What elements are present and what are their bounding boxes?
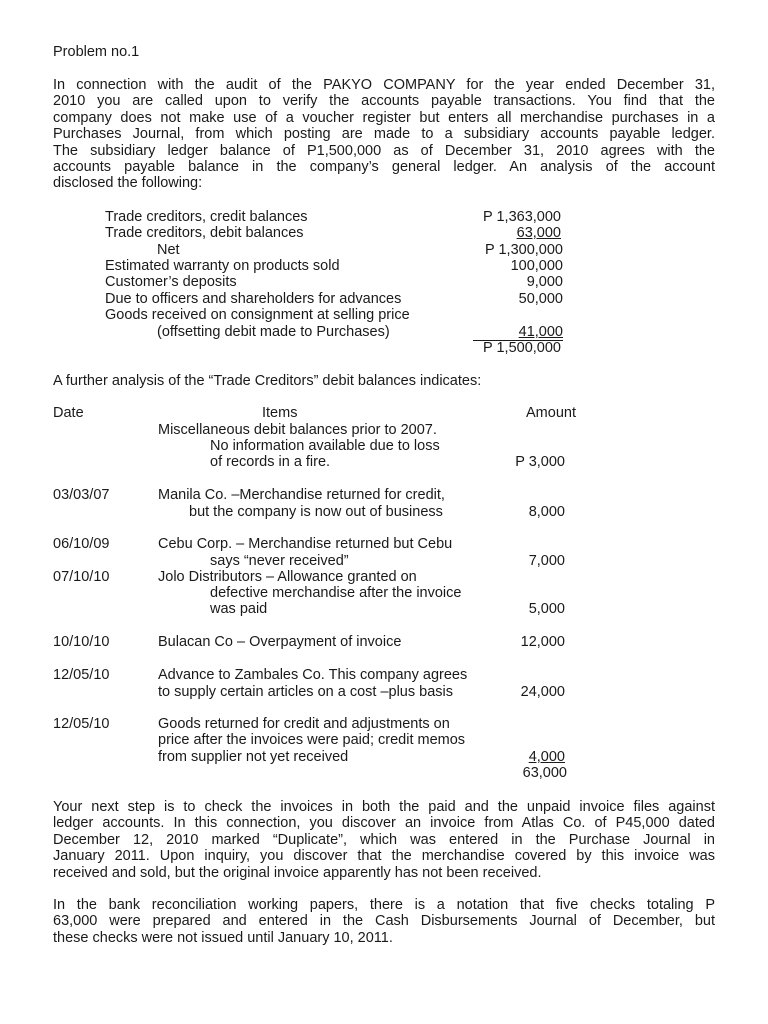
intro-paragraph — [53, 77, 715, 192]
entry-item-line: Miscellaneous debit balances prior to 2007. — [158, 422, 437, 438]
column-header-date: Date — [53, 405, 84, 421]
entry-amount: 4,000 — [528, 749, 565, 765]
paragraph-line: December 12, 2010 marked “Duplicate”, which was entered in the Purchase Journal in — [53, 831, 715, 848]
analysis-label: (offsetting debit made to Purchases) — [157, 324, 390, 340]
entry-date: 03/03/07 — [53, 487, 110, 503]
paragraph-line: accounts payable balance in the company’s general ledger. An analysis of the account — [53, 158, 715, 175]
entry-item-line: Jolo Distributors – Allowance granted on — [158, 569, 417, 585]
analysis-label: Estimated warranty on products sold — [105, 258, 340, 274]
analysis-label: Customer’s deposits — [105, 274, 237, 290]
analysis-label: Due to officers and shareholders for advances — [105, 291, 402, 307]
paragraph-line: company does not make use of a voucher register but enters all merchandise purchases in a — [53, 109, 715, 126]
paragraph-line: In the bank reconciliation working papers, there is a notation that five checks totaling P — [53, 897, 715, 913]
entry-item-line: of records in a fire. — [210, 454, 331, 470]
entry-item-line: from supplier not yet received — [158, 749, 349, 765]
analysis-amount: 41,000 — [518, 324, 563, 340]
invoice-paragraph — [53, 799, 715, 881]
problem-title: Problem no.1 — [53, 44, 140, 60]
entry-amount: P 3,000 — [515, 454, 565, 470]
analysis-amount: 9,000 — [526, 274, 563, 290]
paragraph-line: disclosed the following: — [53, 175, 203, 192]
paragraph-line: received and sold, but the original invoice apparently has not been received. — [53, 864, 542, 881]
entry-date: 12/05/10 — [53, 716, 110, 732]
analysis-label: Trade creditors, debit balances — [105, 225, 304, 241]
entry-date: 06/10/09 — [53, 536, 110, 552]
analysis-amount: P 1,300,000 — [485, 242, 563, 258]
analysis-amount: 63,000 — [516, 225, 561, 241]
entry-item-line: defective merchandise after the invoice — [210, 585, 462, 601]
analysis-amount: 50,000 — [518, 291, 563, 307]
column-header-items: Items — [262, 405, 298, 421]
entry-amount: 12,000 — [520, 634, 565, 650]
analysis-label: Goods received on consignment at selling price — [105, 307, 410, 323]
entry-amount: 8,000 — [528, 504, 565, 520]
analysis-label: Trade creditors, credit balances — [105, 209, 308, 225]
paragraph-line: Purchases Journal, from which posting are made to a subsidiary accounts payable ledger. — [53, 126, 715, 143]
analysis-amount: 100,000 — [510, 258, 563, 274]
bank-reconciliation-paragraph — [53, 897, 715, 946]
entry-item-line: price after the invoices were paid; credit memos — [158, 732, 466, 748]
entry-item-line: but the company is now out of business — [189, 504, 443, 520]
paragraph-line: In connection with the audit of the PAKYO COMPANY for the year ended December 31, — [53, 77, 715, 93]
paragraph-line: 63,000 were prepared and entered in the Cash Disbursements Journal of December, but — [53, 913, 715, 930]
further-analysis-intro: A further analysis of the “Trade Creditors” debit balances indicates: — [53, 373, 482, 389]
paragraph-line: Your next step is to check the invoices in both the paid and the unpaid invoice files against — [53, 799, 715, 815]
entry-item-line: says “never received” — [210, 553, 349, 569]
entry-date: 12/05/10 — [53, 667, 110, 683]
paragraph-line: these checks were not issued until January 10, 2011. — [53, 929, 393, 946]
entry-date: 10/10/10 — [53, 634, 110, 650]
entry-item-line: Bulacan Co – Overpayment of invoice — [158, 634, 402, 650]
entry-item-line: Goods returned for credit and adjustments on — [158, 716, 450, 732]
entry-item-line: to supply certain articles on a cost –plus basis — [158, 684, 453, 700]
column-header-amount: Amount — [526, 405, 576, 421]
entry-item-line: Advance to Zambales Co. This company agrees — [158, 667, 468, 683]
entry-item-line: Cebu Corp. – Merchandise returned but Cebu — [158, 536, 453, 552]
entry-amount: 5,000 — [528, 601, 565, 617]
analysis-amount: P 1,363,000 — [483, 209, 561, 225]
paragraph-line: 2010 you are called upon to verify the accounts payable transactions. You find that the — [53, 93, 715, 110]
paragraph-line: The subsidiary ledger balance of P1,500,000 as of December 31, 2010 agrees with the — [53, 142, 715, 159]
analysis-total: P 1,500,000 — [483, 340, 561, 356]
entry-amount: 7,000 — [528, 553, 565, 569]
analysis-label: Net — [157, 242, 180, 258]
paragraph-line: ledger accounts. In this connection, you discover an invoice from Atlas Co. of P45,000 dated — [53, 815, 715, 832]
table-total: 63,000 — [522, 765, 567, 781]
paragraph-line: January 2011. Upon inquiry, you discover that the merchandise covered by this invoice was — [53, 848, 715, 865]
entry-date: 07/10/10 — [53, 569, 110, 585]
entry-item-line: was paid — [210, 601, 268, 617]
entry-item-line: Manila Co. –Merchandise returned for credit, — [158, 487, 445, 503]
entry-item-line: No information available due to loss — [210, 438, 440, 454]
entry-amount: 24,000 — [520, 684, 565, 700]
